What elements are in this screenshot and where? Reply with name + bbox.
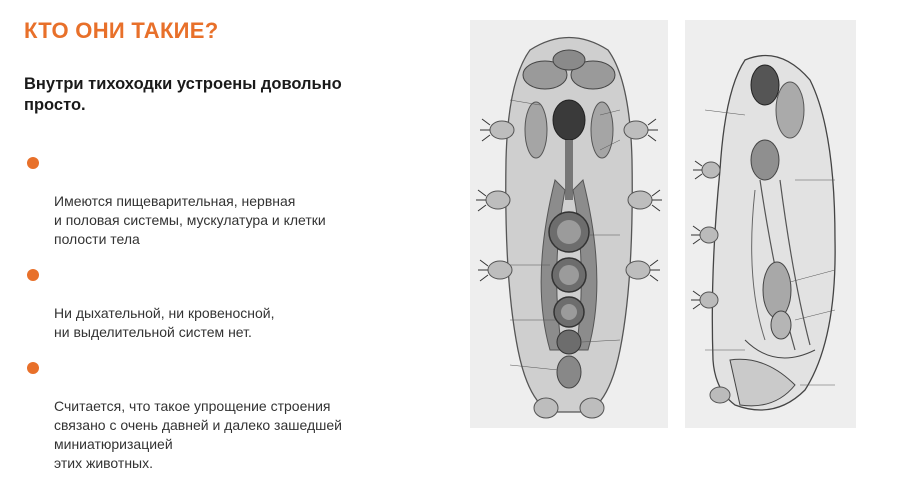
bullet-text: Считается, что такое упрощение строения связано с очень давней и далеко зашедшей миниатюризацией этих животных. [54,398,342,471]
tardigrade-lateral-drawing [685,20,856,428]
bullet-item [24,154,424,249]
bullet-item [24,266,424,342]
bullet-dot-icon [27,157,39,169]
bullet-text: Ни дыхательной, ни кровеносной, ни выделительной систем нет. [54,305,275,340]
bullet-item [24,359,424,473]
bullet-list [24,154,424,490]
tardigrade-dorsal-illustration [470,20,668,428]
bullet-dot-icon [27,362,39,374]
slide-subtitle: Внутри тихоходки устроены довольно просто. [24,75,342,114]
tardigrade-dorsal-drawing [470,20,668,428]
tardigrade-lateral-illustration [685,20,856,428]
slide-title: КТО ОНИ ТАКИЕ? [24,18,219,43]
bullet-dot-icon [27,269,39,281]
bullet-text: Имеются пищеварительная, нервная и половая системы, мускулатура и клетки полости тела [54,193,326,247]
